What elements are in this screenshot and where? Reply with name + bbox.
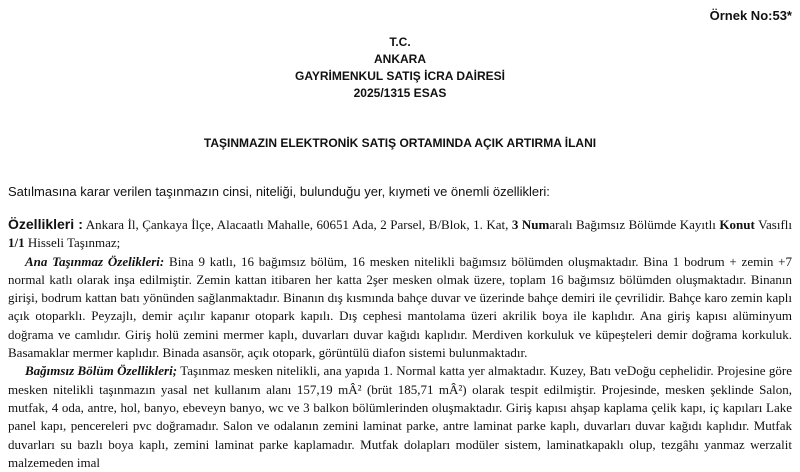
document-header [0,34,800,102]
document-body [8,215,792,472]
example-number: Örnek No:53* [709,8,792,23]
independent-unit-label: Bağımsız Bölüm Özellikleri; [25,363,178,379]
intro-text: Satılmasına karar verilen taşınmazın cinsi, niteliği, bulunduğu yer, kıymeti ve önemli özellikleri: [8,184,550,199]
features-text-2: aralı Bağımsız Bölümde Kayıtlı [549,217,720,232]
independent-unit-paragraph [8,362,792,472]
main-property-text: Bina 9 katlı, 16 bağımsız bölüm, 16 mesken nitelikli bağımsız bölümden oluşmaktadır. Bina 1 bodrum + zemin +7 normal katlı olarak inşa edilmiştir. Zemin kattan itibaren her katta 2şer mesken olmak üzere, toplam 16 bağımsız bölümden oluşmaktadır. Binanın girişi, bodrum kattan batı yönünden sağlanmaktadır. Binanın dış kısmında bahçe duvar ve üzerinde bahçe demiri ile çevrilidir. Bahçe karo zemin kaplı açık otoparklı. Peyzajlı, demir açılır kapanır otopark kapılı. Dış cephesi mantolama üzeri akrilik boya ile kaplıdır. Ana giriş kapısı alüminyum doğrama ve camlıdır. Giriş holü zemini mermer kaplı, duvarları duvar kağıdı kaplıdır. Merdiven korkuluk ve küpeşteleri demir doğrama korkuluk. Basamaklar mermer kaplıdır. Binada asansör, açık otopark, görüntülü diafon sistemi bulunmaktadır. [8,253,792,361]
features-text-3: Vasıflı [754,217,793,232]
header-case-number: 2025/1315 ESAS [353,86,447,100]
main-property-label: Ana Taşınmaz Özelikleri: [25,253,165,269]
announcement-title: TAŞINMAZIN ELEKTRONİK SATIŞ ORTAMINDA AÇIK ARTIRMA İLANI [203,136,597,150]
header-tc: T.C. [389,35,411,49]
main-property-paragraph [8,253,792,363]
features-paragraph [8,215,792,253]
header-office: GAYRİMENKUL SATIŞ İCRA DAİRESİ [294,69,506,83]
features-bold-1: 3 Num [511,217,550,232]
features-bold-3: 1/1 [8,235,25,251]
features-label: Özellikleri : [8,216,83,232]
features-bold-2: Konut [719,217,755,232]
independent-unit-text: Taşınmaz mesken nitelikli, ana yapıda 1. Normal katta yer almaktadır. Kuzey, Batı veDoğu cephelidir. Projesine göre mesken nitelikli taşınmazın yasal net kullanım alanı 157,19 mÂ² (brüt 185,71 mÂ²) olarak tespit edilmiştir. Projesinde, mesken şeklinde Salon, mutfak, 4 oda, antre, hol, banyo, ebeveyn banyo, wc ve 3 balkon bölümlerinden oluşmaktadır. Giriş kapısı ahşap kaplama çelik kapı, iç kapıları Lake panel kapı, pencereleri pvc doğramadır. Salon ve odalanın zemini laminat parke, antre laminat parke kaplı, duvarları duvar kağıdı kaplıdır. Mutfak duvarları su bazlı boya kaplı, zemini laminat parke kaplamadır. Mutfak dolapları modüler sistem, laminatkapaklı olup, tezgâhı yanmaz werzalit malzemeden imal [8,363,792,470]
features-text-1: Ankara İl, Çankaya İlçe, Alacaatlı Mahalle, 60651 Ada, 2 Parsel, B/Blok, 1. Kat, [82,217,512,232]
features-text-4: Hisseli Taşınmaz; [24,235,121,251]
header-city: ANKARA [374,52,426,66]
